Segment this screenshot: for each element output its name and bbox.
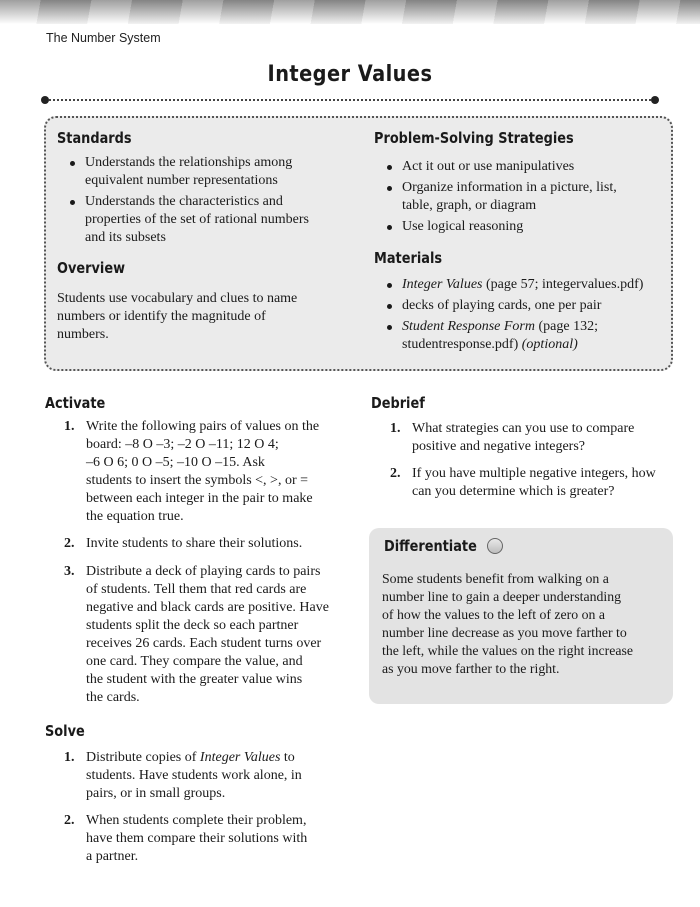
overview-heading: Overview — [57, 259, 125, 277]
bullet-icon — [70, 161, 75, 166]
list-item: 1. Write the following pairs of values on the board: –8 O –3; –2 O –11; 12 O 4; –6 O 6; 0 O –5; –10 O –15. Ask students to insert the symbols <, >, or = between each integer in the pair to make the equation true. — [64, 419, 320, 524]
list-item: 1. What strategies can you use to compare positive and negative integers? — [390, 421, 635, 454]
list-item: Use logical reasoning — [383, 218, 668, 236]
bullet-icon — [387, 283, 392, 288]
strategies-list — [383, 158, 668, 239]
list-item: 1. Distribute copies of Integer Values to students. Have students work alone, in pairs, or in small groups. — [64, 750, 302, 801]
bullet-icon — [387, 165, 392, 170]
list-item: 2. If you have multiple negative integers, how can you determine which is greater? — [390, 466, 656, 499]
title-divider — [45, 99, 655, 101]
list-item: 2. Invite students to share their solutions. — [64, 536, 303, 551]
list-item: decks of playing cards, one per pair — [383, 297, 673, 315]
standards-heading: Standards — [57, 129, 132, 147]
materials-heading: Materials — [374, 249, 443, 267]
list-item: Student Response Form (page 132; studentresponse.pdf) (optional) — [383, 318, 673, 354]
divider-dot-icon — [651, 96, 659, 104]
header-band — [0, 0, 700, 24]
debrief-heading: Debrief — [371, 394, 425, 412]
running-head: The Number System — [46, 31, 161, 45]
list-item: 2. When students complete their problem, have them compare their solutions with a partner. — [64, 813, 308, 864]
debrief-list — [390, 420, 685, 501]
list-item: Integer Values (page 57; integervalues.pdf) — [383, 276, 673, 294]
activate-list — [64, 418, 364, 707]
list-item: Understands the characteristics and properties of the set of rational numbers and its subsets — [66, 193, 366, 247]
bullet-icon — [70, 200, 75, 205]
differentiate-text: Some students benefit from walking on a number line to gain a deeper understanding of how the values to the left of zero on a number line decrease as you move farther to the left, while the values on the right increase as you move farther to the right. — [382, 571, 633, 676]
bullet-icon — [387, 325, 392, 330]
activate-heading: Activate — [45, 394, 106, 412]
solve-list — [64, 749, 364, 866]
list-item: Organize information in a picture, list, table, graph, or diagram — [383, 179, 668, 215]
bullet-icon — [387, 304, 392, 309]
overview-text: Students use vocabulary and clues to name numbers or identify the magnitude of numbers. — [57, 291, 298, 342]
strategies-heading: Problem-Solving Strategies — [374, 129, 574, 147]
page-title: Integer Values — [267, 62, 433, 87]
divider-dot-icon — [41, 96, 49, 104]
bullet-icon — [387, 186, 392, 191]
list-item: 3. Distribute a deck of playing cards to pairs of students. Tell them that red cards are negative and black cards are positive. Have students split the deck so each partner receives 26 cards. Each student turns over one card. They compare the value, and the student with the greater value wins the cards. — [64, 564, 329, 705]
bullet-icon — [387, 225, 392, 230]
solve-heading: Solve — [45, 722, 85, 740]
differentiate-heading: Differentiate — [384, 537, 477, 555]
materials-list — [383, 276, 673, 357]
standards-list — [66, 154, 366, 250]
circle-icon — [487, 538, 503, 554]
list-item: Understands the relationships among equivalent number representations — [66, 154, 366, 190]
list-item: Act it out or use manipulatives — [383, 158, 668, 176]
